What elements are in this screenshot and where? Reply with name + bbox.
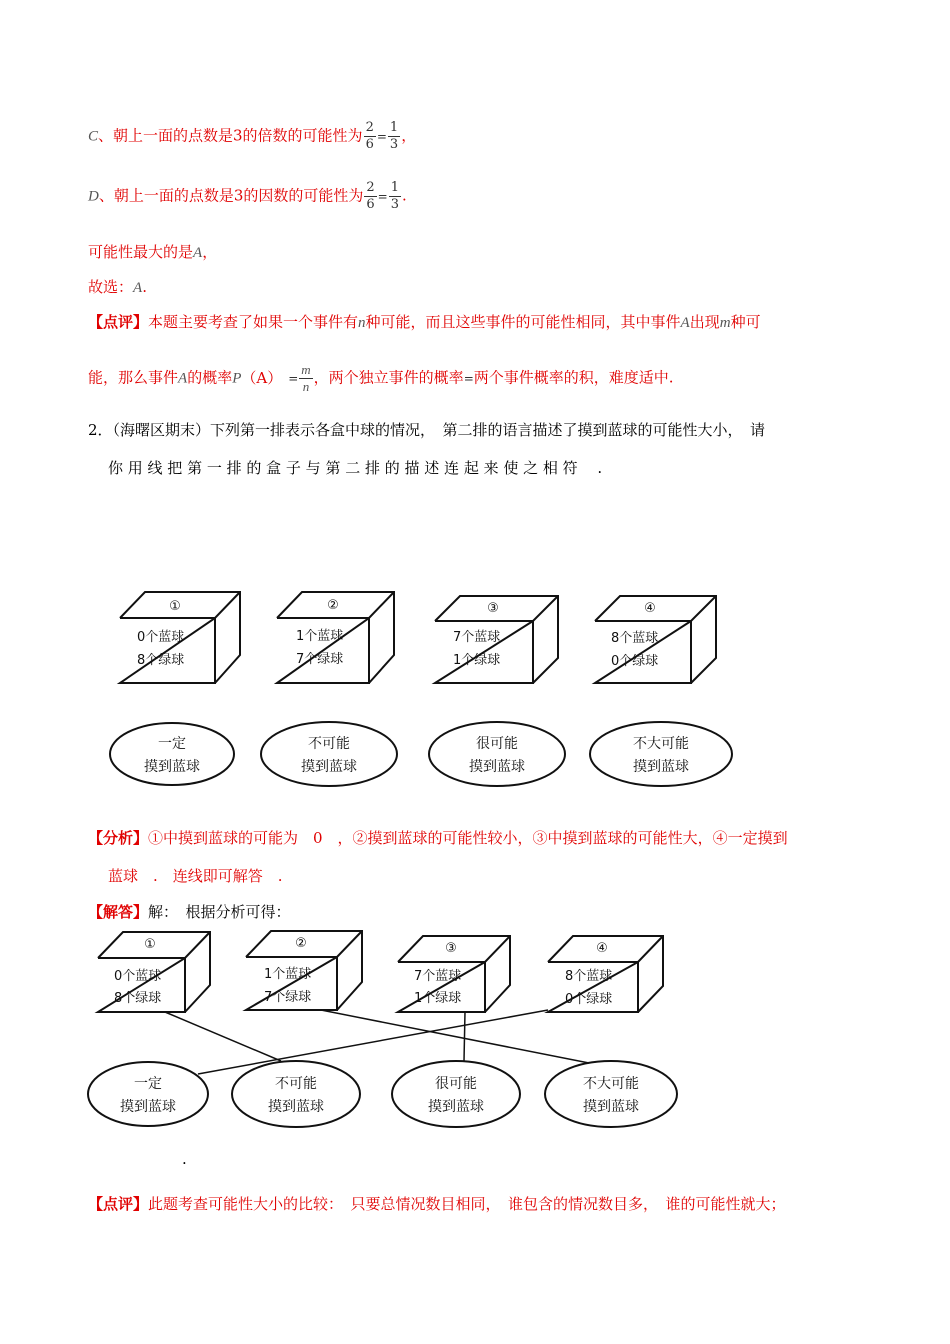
question-2-line-1: 2．（海曙区期末）下列第一排表示各盒中球的情况， 第二排的语言描述了摸到蓝球的可能性大小， 请 <box>88 421 766 439</box>
oval-3-line-1: 很可能 <box>476 736 518 752</box>
box-1-number: ① <box>169 599 181 614</box>
fraction-d-1: $\frac{2}{6}$ <box>366 180 375 212</box>
answer-box-4-line-1: 8个蓝球 <box>565 969 613 984</box>
answer-box-3-line-1: 7个蓝球 <box>414 969 462 984</box>
box-4-line-1: 8个蓝球 <box>611 631 659 646</box>
oval-4-line-2: 摸到蓝球 <box>633 759 689 775</box>
oval-4-line-1: 不大可能 <box>633 736 689 752</box>
box-2-number: ② <box>327 598 339 613</box>
comment-1-line-1: 【点评】本题主要考查了如果一个事件有n种可能，而且这些事件的可能性相同，其中事件A出现m种可 <box>88 313 761 331</box>
option-label-d: D <box>88 188 99 205</box>
option-c-text: 、朝上一面的点数是3的倍数的可能性为 <box>98 126 363 145</box>
line-option-c: C、朝上一面的点数是3的倍数的可能性为 $\frac{2}{6}$ = $\frac{1}{3}$ ， <box>88 120 417 152</box>
answer-oval-4-line-2: 摸到蓝球 <box>583 1099 639 1115</box>
option-d-text: 、朝上一面的点数是3的因数的可能性为 <box>98 186 364 205</box>
answer-oval-1-line-2: 摸到蓝球 <box>120 1099 176 1115</box>
box-3-line-1: 7个蓝球 <box>453 630 501 645</box>
analysis-line-2: 蓝球 . 连线即可解答 . <box>108 867 283 885</box>
answer-box-1-number: ① <box>144 937 156 952</box>
answer-tag: 【解答】 <box>88 903 149 921</box>
answer-oval-3-line-2: 摸到蓝球 <box>428 1099 484 1115</box>
answer-oval-2-line-2: 摸到蓝球 <box>268 1099 324 1115</box>
answer-oval-4-line-1: 不大可能 <box>583 1076 639 1092</box>
box-2-line-2: 7个绿球 <box>296 652 344 667</box>
comment-2-line: 【点评】此题考查可能性大小的比较： 只要总情况数目相同， 谁包含的情况数目多， 谁的可能性就大； <box>88 1195 786 1213</box>
oval-2-line-1: 不可能 <box>308 736 350 752</box>
box-1-line-1: 0个蓝球 <box>137 630 185 645</box>
analysis-tag: 【分析】 <box>88 829 149 847</box>
oval-3-line-2: 摸到蓝球 <box>469 759 525 775</box>
comment-1-line-2: 能，那么事件A的概率P（A） = $\frac{m}{n}$ ，两个独立事件的概率=两个事件概率的积，难度适中. <box>88 362 674 394</box>
answer-box-2-number: ② <box>295 936 307 951</box>
box-4-line-2: 0个绿球 <box>611 654 659 669</box>
oval-1-line-2: 摸到蓝球 <box>144 759 200 775</box>
answer-box-2-line-1: 1个蓝球 <box>264 967 312 982</box>
line-max-possibility: 可能性最大的是A， <box>88 243 218 261</box>
answer-box-1-line-2: 8个绿球 <box>114 991 162 1006</box>
fraction-c-2: $\frac{1}{3}$ <box>389 120 399 152</box>
question-2-line-2: 你 用 线 把 第 一 排 的 盒 子 与 第 二 排 的 描 述 连 起 来 使 之 相 符 . <box>108 459 603 477</box>
fraction-c-1: $\frac{2}{6}$ <box>365 120 374 152</box>
box-3-line-2: 1个绿球 <box>453 653 501 668</box>
oval-1-line-1: 一定 <box>158 736 186 752</box>
answer-box-3-line-2: 1个绿球 <box>414 991 462 1006</box>
fraction-m-over-n: $\frac{m}{n}$ <box>301 362 311 394</box>
box-2-line-1: 1个蓝球 <box>296 629 344 644</box>
analysis-line-1: 【分析】①中摸到蓝球的可能为 0 ，②摸到蓝球的可能性较小，③中摸到蓝球的可能性大，④一定摸到 <box>88 829 788 847</box>
comment-tag: 【点评】 <box>88 313 149 331</box>
answer-box-2-line-2: 7个绿球 <box>264 990 312 1005</box>
answer-oval-3-line-1: 很可能 <box>435 1076 477 1092</box>
oval-2-line-2: 摸到蓝球 <box>301 759 357 775</box>
box-3-number: ③ <box>487 601 499 616</box>
trailing-dot: . <box>182 1150 187 1168</box>
comment-2-tag: 【点评】 <box>88 1195 149 1213</box>
box-4-number: ④ <box>644 601 656 616</box>
question-number: 2． <box>88 421 113 439</box>
line-choice: 故选：A. <box>88 278 147 296</box>
line-option-d: D、朝上一面的点数是3的因数的可能性为 $\frac{2}{6}$ = $\frac{1}{3}$ . <box>88 180 407 212</box>
answer-figure <box>0 925 950 1135</box>
fraction-d-2: $\frac{1}{3}$ <box>390 180 400 212</box>
answer-oval-2-line-1: 不可能 <box>275 1076 317 1092</box>
box-1-line-2: 8个绿球 <box>137 653 185 668</box>
answer-box-1-line-1: 0个蓝球 <box>114 969 162 984</box>
question-figure <box>0 580 950 795</box>
option-label-c: C <box>88 128 99 145</box>
answer-oval-1-line-1: 一定 <box>134 1076 162 1092</box>
answer-line: 【解答】解： 根据分析可得： <box>88 903 291 921</box>
answer-box-4-number: ④ <box>596 941 608 956</box>
answer-box-3-number: ③ <box>445 941 457 956</box>
answer-box-4-line-2: 0个绿球 <box>565 992 613 1007</box>
